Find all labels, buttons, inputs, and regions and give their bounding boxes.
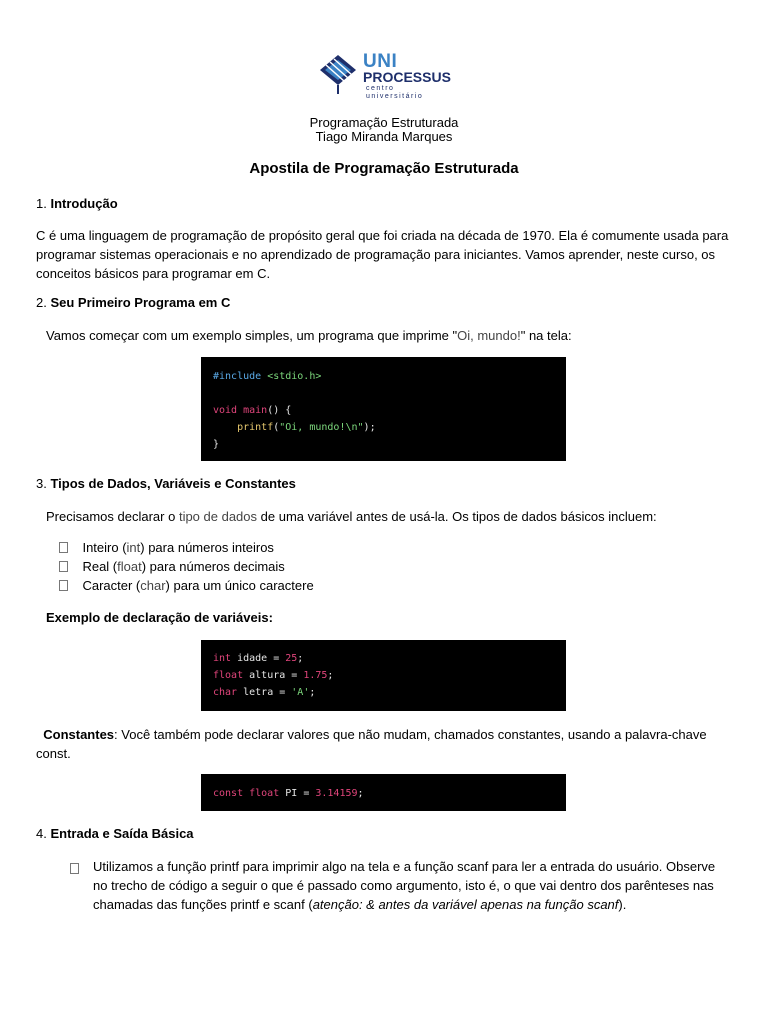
- code-line: [213, 667, 566, 684]
- line-text: chamadas das funções printf e scanf (: [93, 897, 313, 912]
- section-3-intro: [46, 507, 657, 526]
- paragraph-line: [36, 725, 746, 744]
- logo-processus: PROCESSUS: [363, 69, 451, 85]
- code-block-constant: [201, 774, 566, 811]
- code-token: ;: [327, 670, 334, 681]
- code-line: [213, 785, 566, 802]
- item-text-end: ) para números decimais: [141, 559, 285, 574]
- code-token: int: [213, 653, 232, 664]
- code-token: printf: [237, 422, 274, 433]
- section-2-number: 2.: [36, 295, 51, 310]
- paragraph-line: no trecho de código a seguir o que é passado como argumento, isto é, o que vai dentro dos parênteses nas: [93, 878, 714, 893]
- section-2-heading: [36, 295, 230, 310]
- code-token: ;: [297, 653, 304, 664]
- code-token: "Oi, mundo!\n": [279, 422, 364, 433]
- code-token: const float: [213, 788, 280, 799]
- code-token: altura =: [243, 670, 304, 681]
- section-1-number: 1.: [36, 196, 51, 211]
- item-text-end: ) para números inteiros: [140, 540, 274, 555]
- unip-logo: [316, 51, 451, 100]
- section-4-paragraph: [93, 857, 753, 914]
- list-item: [59, 576, 314, 595]
- list-item: [59, 538, 314, 557]
- section-1-title: Introdução: [50, 196, 118, 211]
- code-token: 1.75: [303, 670, 328, 681]
- list-item: [59, 557, 314, 576]
- code-line: }: [213, 439, 220, 450]
- section-3-heading: [36, 476, 296, 491]
- code-token: ;: [357, 788, 364, 799]
- bullet-box-icon: [59, 561, 68, 572]
- item-keyword: int: [126, 540, 141, 555]
- intro-text: Precisamos declarar o: [46, 509, 179, 524]
- code-token: 3.14159: [315, 788, 358, 799]
- item-text: Inteiro (: [82, 540, 127, 555]
- intro-text-end: de uma variável antes de usá-la. Os tipos de dados básicos incluem:: [257, 509, 657, 524]
- code-line: [213, 385, 566, 402]
- item-text-end: ) para um único caractere: [165, 578, 314, 593]
- attention-note: atenção: & antes da variável apenas na função scanf: [312, 897, 619, 912]
- code-token: 'A': [291, 687, 310, 698]
- intro-text-end: " na tela:: [520, 328, 572, 343]
- section-4-title: Entrada e Saída Básica: [50, 826, 194, 841]
- code-token: void: [213, 405, 244, 416]
- code-block-hello: [201, 357, 566, 461]
- code-token: <stdio.h>: [267, 371, 322, 382]
- item-keyword: char: [140, 578, 166, 593]
- bullet-box-icon: [59, 580, 68, 591]
- intro-highlight: Oi, mundo!: [457, 328, 521, 343]
- course-name: Programação Estruturada: [309, 115, 459, 130]
- bullet-box-icon: [59, 542, 68, 553]
- intro-text: Vamos começar com um exemplo simples, um programa que imprime ": [46, 328, 458, 343]
- code-token: [213, 422, 237, 433]
- code-token: float: [213, 670, 244, 681]
- paragraph-line: const.: [36, 746, 71, 761]
- code-line: [213, 402, 566, 419]
- code-token: idade =: [231, 653, 286, 664]
- section-3-number: 3.: [36, 476, 51, 491]
- code-token: PI =: [279, 788, 316, 799]
- item-text: Caracter (: [82, 578, 141, 593]
- section-2-title: Seu Primeiro Programa em C: [50, 295, 231, 310]
- intro-highlight: tipo de dados: [178, 509, 258, 524]
- paragraph-line: conceitos básicos para programar em C.: [36, 266, 271, 281]
- logo-subtitle: centro universitário: [366, 85, 424, 100]
- bullet-box-icon: [70, 860, 79, 878]
- constants-paragraph: [36, 725, 746, 763]
- code-token: (: [273, 422, 280, 433]
- item-text: Real (: [82, 559, 118, 574]
- section-2-intro: [46, 326, 572, 345]
- logo-emblem-icon: [316, 52, 362, 96]
- code-token: 25: [285, 653, 298, 664]
- code-line: [213, 650, 566, 667]
- code-line: [213, 368, 566, 385]
- section-1-heading: [36, 196, 118, 211]
- code-token: char: [213, 687, 238, 698]
- data-types-list: [59, 538, 314, 595]
- logo-uni: UNI: [363, 51, 398, 72]
- code-line: [213, 419, 566, 436]
- constants-text: : Você também pode declarar valores que não mudam, chamados constantes, usando a palavra-chave: [114, 727, 707, 742]
- code-token: ;: [309, 687, 316, 698]
- section-4-heading: [36, 826, 194, 841]
- section-4-number: 4.: [36, 826, 51, 841]
- code-token: );: [363, 422, 376, 433]
- code-line: [213, 684, 566, 701]
- constants-term: Constantes: [43, 727, 115, 742]
- code-block-variables: [201, 640, 566, 711]
- paragraph-line: C é uma linguagem de programação de propósito geral que foi criada na década de 1970. Ela é comumente usada para: [36, 228, 729, 243]
- code-token: () {: [267, 405, 292, 416]
- paragraph-line: [93, 895, 753, 914]
- item-keyword: float: [117, 559, 142, 574]
- code-token: #include: [213, 371, 268, 382]
- code-token: main: [243, 405, 268, 416]
- paragraph-line: Utilizamos a função printf para imprimir algo na tela e a função scanf para ler a entrada do usuário. Observe: [93, 859, 716, 874]
- code-token: letra =: [237, 687, 292, 698]
- author-name: Tiago Miranda Marques: [315, 129, 453, 144]
- line-text-end: ).: [618, 897, 627, 912]
- section-1-paragraph: [36, 226, 736, 283]
- section-3-title: Tipos de Dados, Variáveis e Constantes: [50, 476, 296, 491]
- document-title: Apostila de Programação Estruturada: [249, 160, 519, 177]
- paragraph-line: programar sistemas operacionais e no aprendizado de programação para iniciantes. Vamos aprender, neste curso, os: [36, 247, 716, 262]
- example-heading: Exemplo de declaração de variáveis:: [46, 610, 273, 625]
